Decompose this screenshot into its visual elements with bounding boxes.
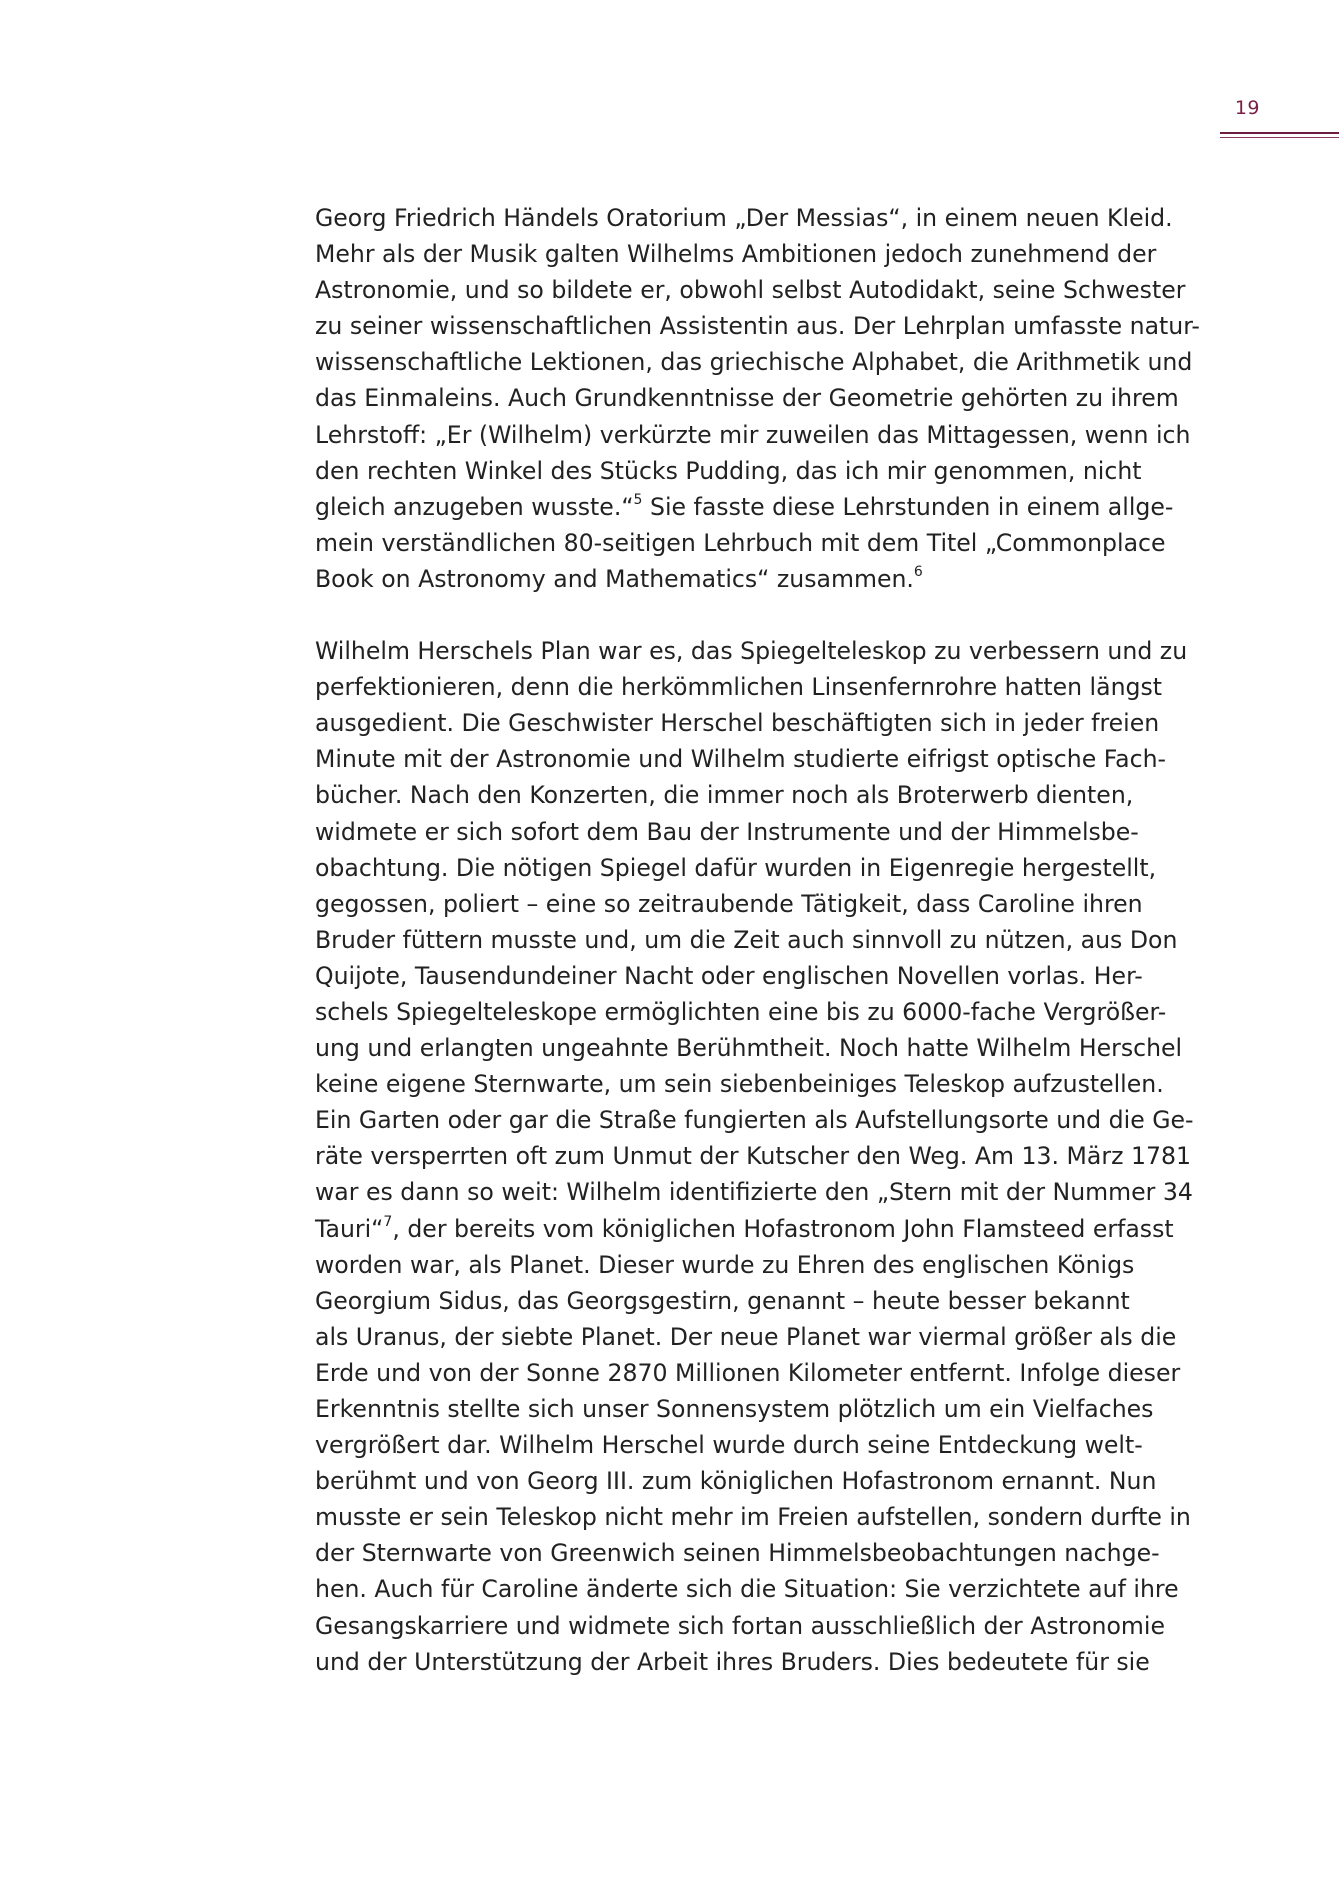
footnote-marker-5[interactable]: 5	[633, 491, 643, 508]
page-number	[1000, 97, 1260, 119]
text-line: Wilhelm Herschels Plan war es, das Spiegelteleskop zu verbessern und zu	[315, 637, 1188, 666]
text-line	[315, 561, 1235, 597]
text-line: wissenschaftliche Lektionen, das griechische Alphabet, die Arithmetik und	[315, 348, 1193, 377]
text-line: zu seiner wissenschaftlichen Assistentin aus. Der Lehrplan umfasste natur-	[315, 312, 1200, 341]
text-line: räte versperrten oft zum Unmut der Kutscher den Weg. Am 13. März 1781	[315, 1142, 1191, 1171]
paragraph-1	[315, 200, 1235, 597]
text-line: Gesangskarriere und widmete sich fortan ausschließlich der Astronomie	[315, 1611, 1165, 1640]
text-line	[315, 489, 1235, 525]
text-line: Astronomie, und so bildete er, obwohl selbst Autodidakt, seine Schwester	[315, 276, 1186, 305]
text-line: mein verständlichen 80-seitigen Lehrbuch mit dem Titel „Commonplace	[315, 528, 1166, 557]
header-rule	[1220, 132, 1339, 134]
text-line: Minute mit der Astronomie und Wilhelm studierte eifrigst optische Fach-	[315, 745, 1167, 774]
text-line: keine eigene Sternwarte, um sein siebenbeiniges Teleskop aufzustellen.	[315, 1070, 1164, 1099]
text-line: Lehrstoff: „Er (Wilhelm) verkürzte mir zuweilen das Mittagessen, wenn ich	[315, 420, 1191, 449]
text-line: berühmt und von Georg III. zum königlichen Hofastronom ernannt. Nun	[315, 1467, 1157, 1496]
text-line: Erkenntnis stellte sich unser Sonnensystem plötzlich um ein Vielfaches	[315, 1395, 1154, 1423]
text-fragment: , der bereits vom königlichen Hofastronom John Flamsteed erfasst	[392, 1214, 1174, 1243]
body-text	[315, 200, 1235, 1680]
text-line: das Einmaleins. Auch Grundkenntnisse der Geometrie gehörten zu ihrem	[315, 384, 1179, 413]
paragraph-2	[315, 633, 1235, 1680]
text-line: Erde und von der Sonne 2870 Millionen Kilometer entfernt. Infolge dieser	[315, 1358, 1181, 1387]
text-fragment: Tauri“	[315, 1214, 384, 1243]
text-line: und der Unterstützung der Arbeit ihres Bruders. Dies bedeutete für sie	[315, 1647, 1150, 1676]
page-number-text: 19	[1234, 97, 1260, 119]
text-fragment: gleich anzugeben wusste.“	[315, 492, 634, 521]
text-line: perfektionieren, denn die herkömmlichen Linsenfernrohre hatten längst	[315, 673, 1163, 702]
text-line: gegossen, poliert – eine so zeitraubende Tätigkeit, dass Caroline ihren	[315, 889, 1143, 918]
text-line: Georgium Sidus, das Georgsgestirn, genannt – heute besser bekannt	[315, 1286, 1130, 1315]
text-line: Quijote, Tausendundeiner Nacht oder englischen Novellen vorlas. Her-	[315, 961, 1143, 990]
text-line: Georg Friedrich Händels Oratorium „Der Messias“, in einem neuen Kleid.	[315, 204, 1173, 232]
text-line: schels Spiegelteleskope ermöglichten eine bis zu 6000-fache Vergrößer-	[315, 997, 1167, 1026]
text-line	[315, 1211, 1235, 1247]
text-line: Ein Garten oder gar die Straße fungierten als Aufstellungsorte und die Ge-	[315, 1106, 1194, 1135]
footnote-marker-7[interactable]: 7	[383, 1213, 393, 1230]
text-line: widmete er sich sofort dem Bau der Instrumente und der Himmelsbe-	[315, 817, 1139, 846]
text-line: Mehr als der Musik galten Wilhelms Ambitionen jedoch zunehmend der	[315, 240, 1157, 269]
text-line: hen. Auch für Caroline änderte sich die Situation: Sie verzichtete auf ihre	[315, 1575, 1179, 1604]
text-line: ausgedient. Die Geschwister Herschel beschäftigten sich in jeder freien	[315, 709, 1160, 738]
text-line: musste er sein Teleskop nicht mehr im Freien aufstellen, sondern durfte in	[315, 1503, 1191, 1532]
text-fragment: Sie fasste diese Lehrstunden in einem allge-	[642, 492, 1174, 521]
footnote-marker-6[interactable]: 6	[913, 564, 923, 581]
text-fragment: Book on Astronomy and Mathematics“ zusammen.	[315, 564, 914, 593]
header-rule-thin	[1220, 137, 1339, 138]
text-line: bücher. Nach den Konzerten, die immer noch als Broterwerb dienten,	[315, 781, 1134, 810]
text-line: der Sternwarte von Greenwich seinen Himmelsbeobachtungen nachge-	[315, 1539, 1160, 1568]
text-line: worden war, als Planet. Dieser wurde zu Ehren des englischen Königs	[315, 1250, 1135, 1279]
text-line: war es dann so weit: Wilhelm identifizierte den „Stern mit der Nummer 34	[315, 1178, 1193, 1207]
text-line: als Uranus, der siebte Planet. Der neue Planet war viermal größer als die	[315, 1322, 1177, 1351]
text-line: obachtung. Die nötigen Spiegel dafür wurden in Eigenregie hergestellt,	[315, 853, 1157, 882]
text-line: Bruder füttern musste und, um die Zeit auch sinnvoll zu nützen, aus Don	[315, 925, 1178, 954]
text-line: vergrößert dar. Wilhelm Herschel wurde durch seine Entdeckung welt-	[315, 1431, 1143, 1460]
text-line: den rechten Winkel des Stücks Pudding, das ich mir genommen, nicht	[315, 456, 1142, 485]
text-line: ung und erlangten ungeahnte Berühmtheit. Noch hatte Wilhelm Herschel	[315, 1034, 1183, 1063]
